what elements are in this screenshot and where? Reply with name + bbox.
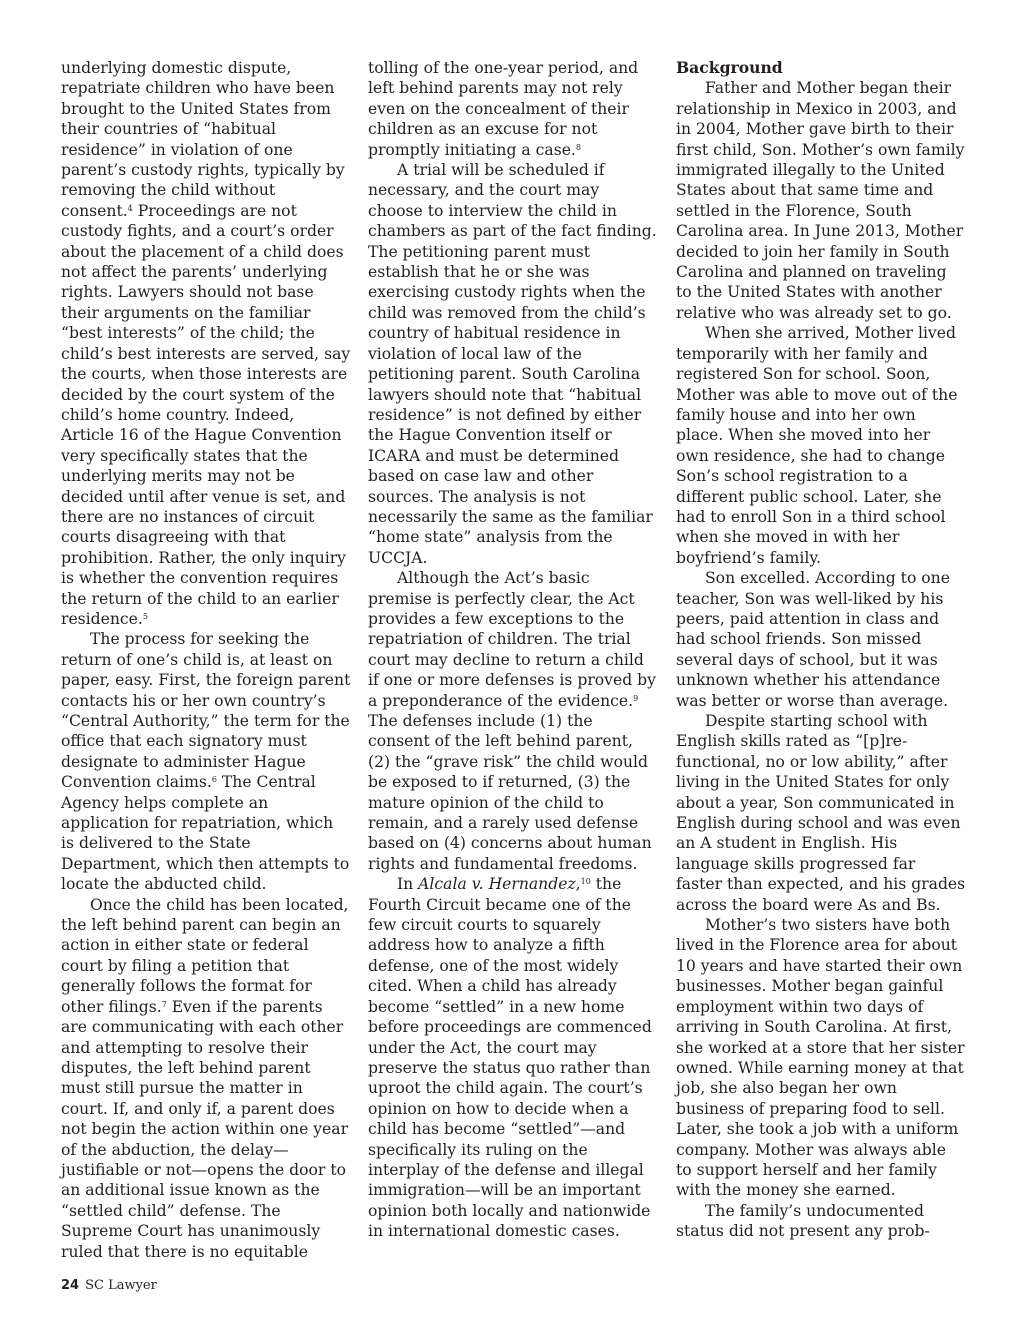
publication-name: SC Lawyer (85, 1278, 157, 1293)
section-heading: Background (676, 58, 783, 77)
paragraph: The family’s undocumented status did not present any prob- (676, 1201, 930, 1241)
paragraph: Although the Act’s basic premise is perfectly clear, the Act provides a few exceptions to the repatriation of children. The trial court may decline to return a child if one or more defenses is proved by a preponderance of the evidence.$^9$ The defenses include (1) the consent of the left behind parent, (2) the “grave risk” the child would be exposed to if returned, (3) the mature opinion of the child to remain, and a rarely used defense based on (4) concerns about human rights and fundamental freedoms. (368, 569, 656, 873)
footnote-ref[interactable]: 4 (127, 203, 133, 213)
paragraph: Mother’s two sisters have both lived in the Florence area for about 10 years and have started their own businesses. Mother began gainful employment within two days of arriving in South Carolina. At first, she worked at a store that her sister owned. While earning money at that job, she also began her own business of preparing food to sell. Later, she took a job with a uniform company. Mother was always able to support herself and her family with the money she earned. (676, 916, 965, 1200)
footnote-ref[interactable]: 10 (580, 877, 591, 887)
footnote-ref[interactable]: 8 (575, 142, 581, 152)
page-number: 24 (61, 1278, 80, 1293)
paragraph: The process for seeking the return of one’s child is, at least on paper, easy. First, the foreign parent contacts his or her own country’s “Central Authority,” the term for the office that each signatory must designate to administer Hague Convention claims.$^6$ The Central Agency helps complete an application for repatriation, which is delivered to the State Department, which then attempts to locate the abducted child. (61, 630, 351, 894)
article-column-2 (368, 58, 658, 1242)
paragraph: Father and Mother began their relationship in Mexico in 2003, and in 2004, Mother gave birth to their first child, Son. Mother’s own family immigrated illegally to the United States about that same time and settled in the Florence, South Carolina area. In June 2013, Mother decided to join her family in South Carolina and planned on traveling to the United States with another relative who was already set to go. (676, 79, 965, 322)
article-column-1 (61, 58, 351, 1262)
footnote-ref[interactable]: 6 (211, 775, 217, 785)
paragraph: Son excelled. According to one teacher, Son was well-liked by his peers, paid attention in class and had school friends. Son missed several days of school, but it was unknown whether his attendance was better or worse than average. (676, 569, 950, 710)
paragraph: Despite starting school with English skills rated as “[p]re-functional, no or low ability,” after living in the United States for only about a year, Son communicated in English during school and was even an A student in English. His language skills progressed far faster than expected, and his grades across the board were As and Bs. (676, 712, 966, 914)
paragraph: In Alcala v. Hernandez,$^{10}$ the Fourth Circuit became one of the few circuit courts to squarely address how to analyze a fifth defense, one of the most widely cited. When a child has already become “settled” in a new home before proceedings are commenced under the Act, the court may preserve the status quo rather than uproot the child again. The court’s opinion on how to decide when a child has become “settled”—and specifically its ruling on the interplay of the defense and illegal immigration—will be an important opinion both locally and nationwide in international domestic cases. (368, 875, 652, 1241)
footnote-ref[interactable]: 5 (142, 611, 148, 621)
paragraph: underlying domestic dispute, repatriate children who have been brought to the United States from their countries of “habitual residence” in violation of one parent’s custody rights, typically by removing the child without consent.$^4$ Proceedings are not custody fights, and a court’s order about the placement of a child does not affect the parents’ underlying rights. Lawyers should not base their arguments on the familiar “best interests” of the child; the child’s best interests are served, say the courts, when those interests are decided by the court system of the child’s home country. Indeed, Article 16 of the Hague Convention very specifically states that the underlying merits may not be decided until after venue is set, and there are no instances of circuit courts disagreeing with that prohibition. Rather, the only inquiry is whether the convention requires the return of the child to an earlier residence.$^5$ (61, 59, 351, 628)
footnote-ref[interactable]: 7 (161, 999, 167, 1009)
case-name: Alcala v. Hernandez (418, 875, 576, 894)
page-footer (61, 1278, 157, 1293)
paragraph: A trial will be scheduled if necessary, and the court may choose to interview the child in chambers as part of the fact finding. The petitioning parent must establish that he or she was exercising custody rights when the child was removed from the child’s country of habitual residence in violation of local law of the petitioning parent. South Carolina lawyers should note that “habitual residence” is not defined by either the Hague Convention itself or ICARA and must be determined based on case law and other sources. The analysis is not necessarily the same as the familiar “home state” analysis from the UCCJA. (368, 161, 657, 567)
paragraph: Once the child has been located, the left behind parent can begin an action in either state or federal court by filing a petition that generally follows the format for other filings.$^7$ Even if the parents are communicating with each other and attempting to resolve their disputes, the left behind parent must still pursue the matter in court. If, and only if, a parent does not begin the action within one year of the abduction, the delay—justifiable or not—opens the door to an additional issue known as the “settled child” defense. The Supreme Court has unanimously ruled that there is no equitable (61, 895, 349, 1261)
article-column-3 (676, 58, 966, 1242)
footnote-ref[interactable]: 9 (633, 693, 639, 703)
paragraph: When she arrived, Mother lived temporarily with her family and registered Son for school. Soon, Mother was able to move out of the family house and into her own place. When she moved into her own residence, she had to change Son’s school registration to a different public school. Later, she had to enroll Son in a third school when she moved in with her boyfriend’s family. (676, 324, 958, 567)
paragraph: tolling of the one-year period, and left behind parents may not rely even on the concealment of their children as an excuse for not promptly initiating a case.$^8$ (368, 59, 639, 159)
